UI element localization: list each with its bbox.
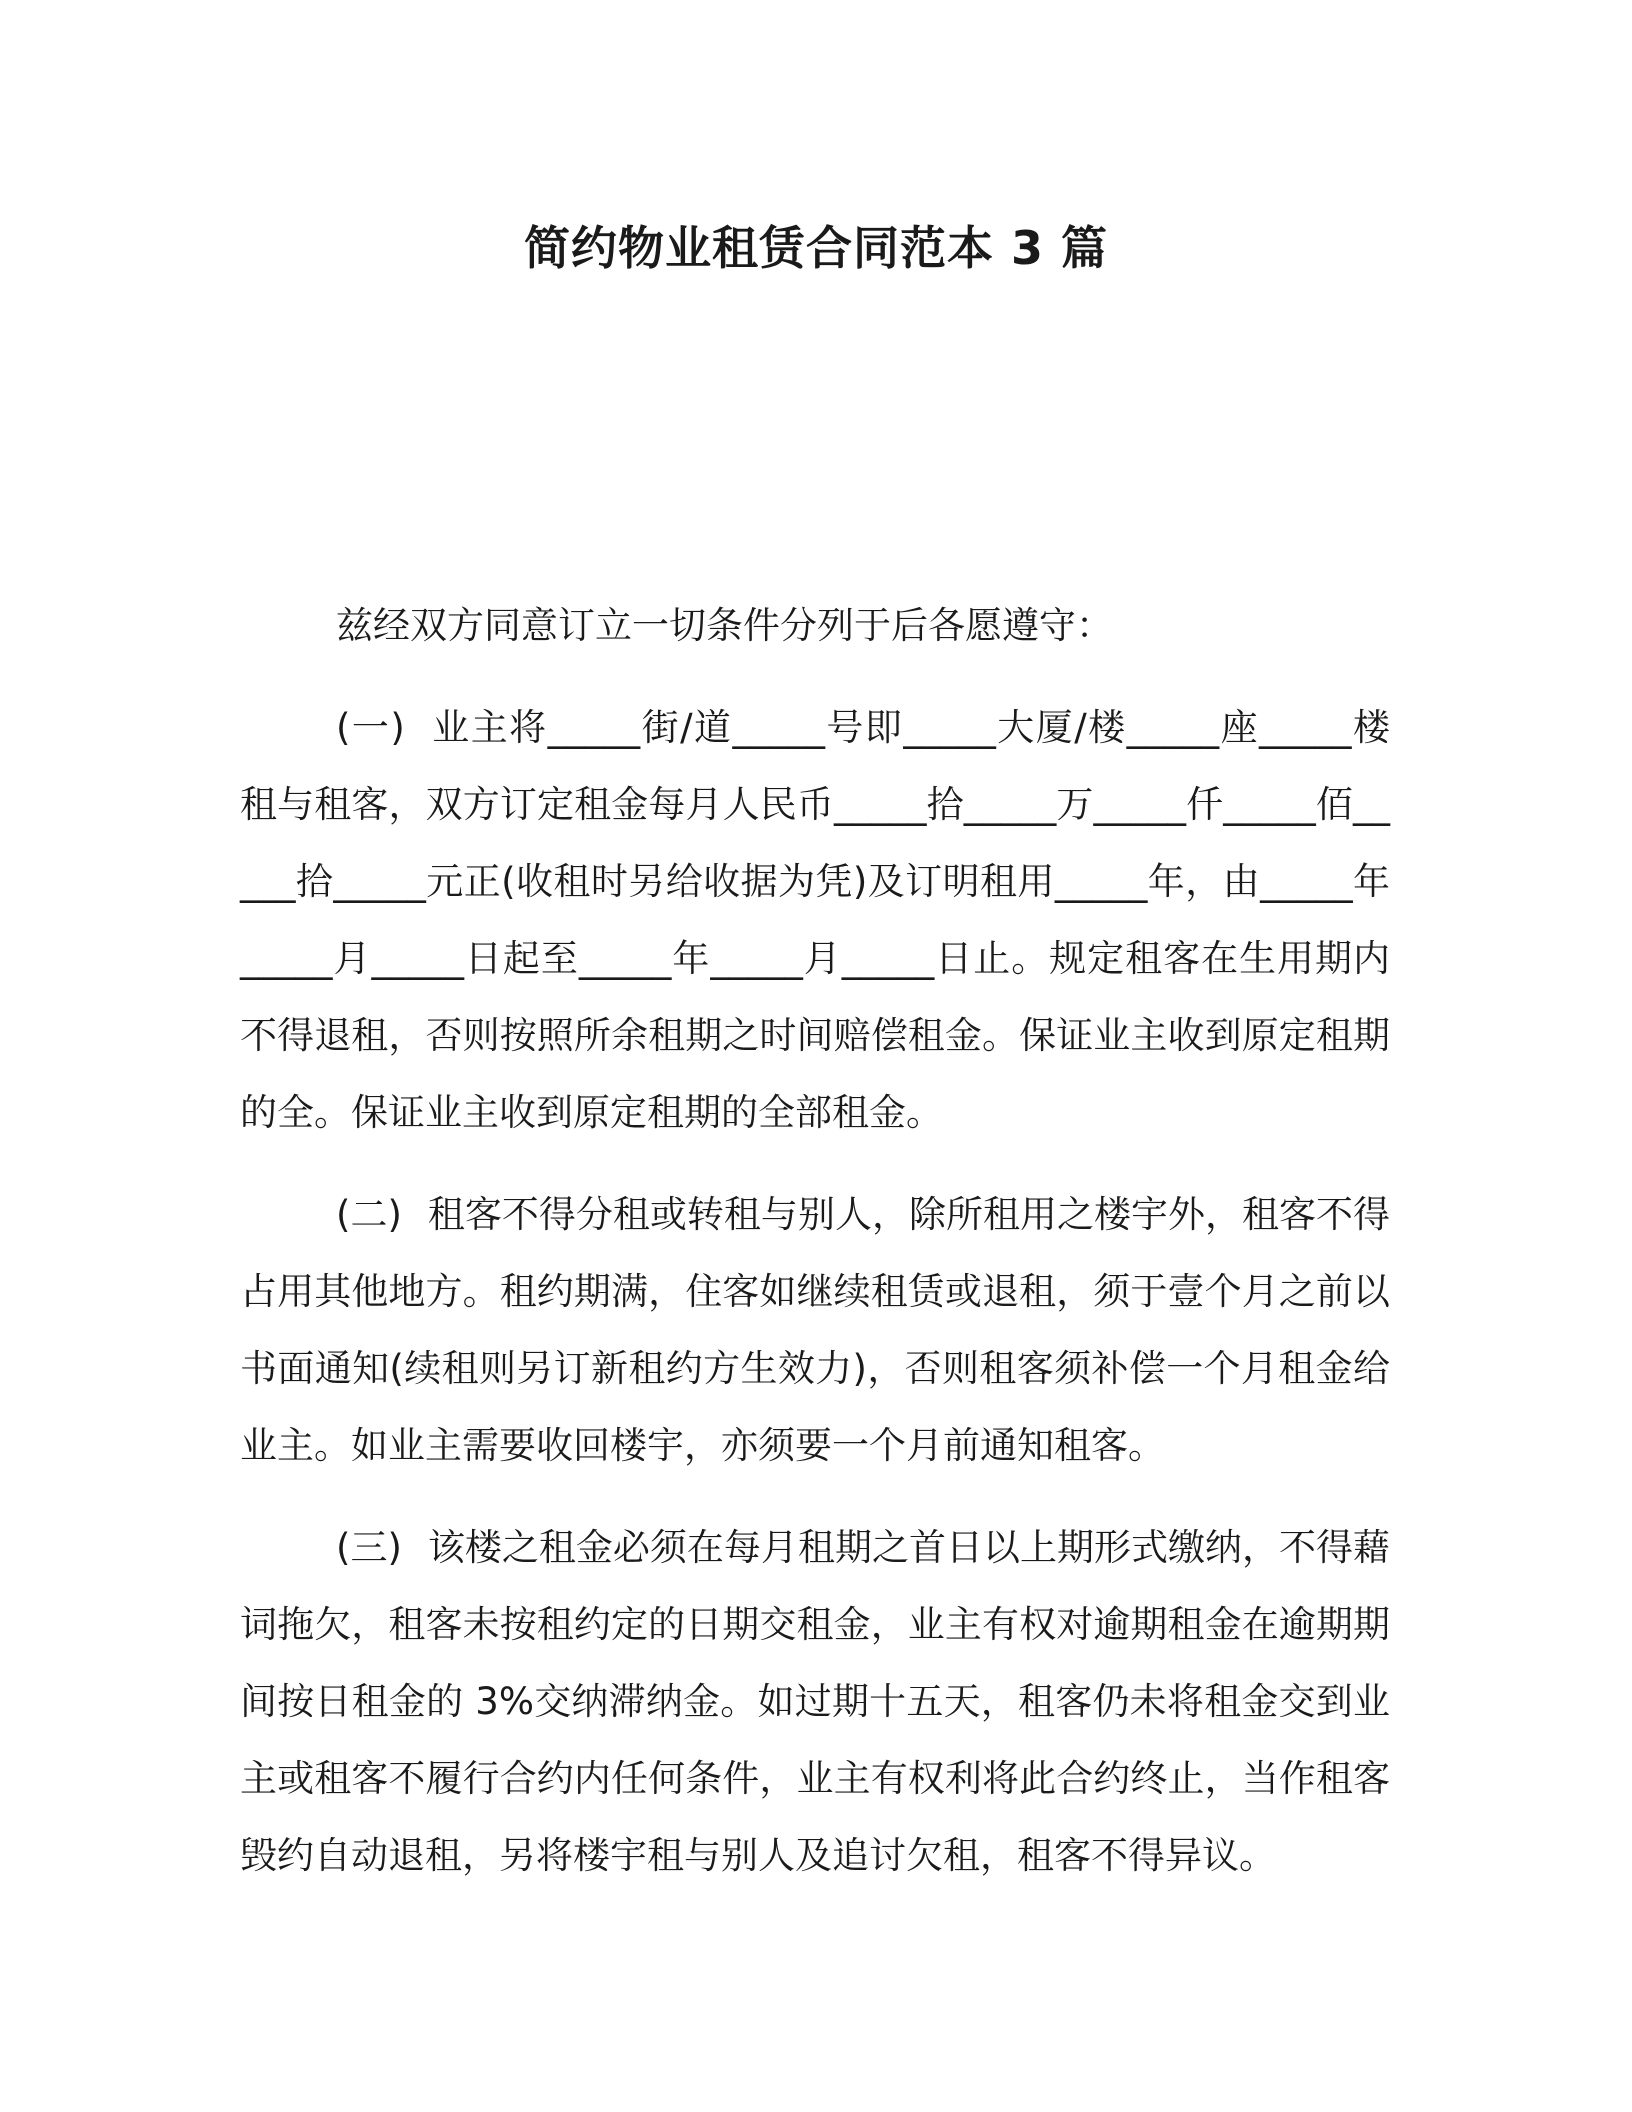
- clause-1-marker: (一): [336, 706, 405, 749]
- clause-1-paragraph: [240, 689, 1390, 1151]
- intro-paragraph: 兹经双方同意订立一切条件分列于后各愿遵守：: [336, 604, 1113, 647]
- clause-3-text: 该楼之租金必须在每月租期之首日以上期形式缴纳，不得藉词拖欠，租客未按租约定的日期交租金，业主有权对逾期租金在逾期期间按日租金的 3%交纳滞纳金。如过期十五天，租客仍未将租金交到业主或租客不履行合约内任何条件，业主有权利将此合约终止，当作租客毁约自动退租，另将楼宇租与别人及追讨欠租，租客不得异议。: [240, 1526, 1391, 1877]
- clause-3-marker: (三): [336, 1526, 402, 1569]
- clause-1-text: 业主将_____街/道_____号即_____大厦/楼_____座_____楼租与租客，双方订定租金每月人民币_____拾_____万_____仟_____佰_____拾_____元正(收租时另给收据为凭)及订明租用_____年，由_____年_____月_____日起至_____年_____月_____日止。规定租客在生用期内不得退租，否则按照所余租期之时间赔偿租金。保证业主收到原定租期的全。保证业主收到原定租期的全部租金。: [240, 706, 1390, 1134]
- document-body: [240, 587, 1390, 1894]
- clause-2-paragraph: [240, 1176, 1390, 1484]
- clause-3-paragraph: [240, 1509, 1390, 1894]
- clause-2-text: 租客不得分租或转租与别人，除所租用之楼宇外，租客不得占用其他地方。租约期满，住客如继续租赁或退租，须于壹个月之前以书面通知(续租则另订新租约方生效力)，否则租客须补偿一个月租金给业主。如业主需要收回楼宇，亦须要一个月前通知租客。: [240, 1193, 1391, 1467]
- clause-2-marker: (二): [336, 1193, 402, 1236]
- document-title: 简约物业租赁合同范本 3 篇: [523, 221, 1109, 275]
